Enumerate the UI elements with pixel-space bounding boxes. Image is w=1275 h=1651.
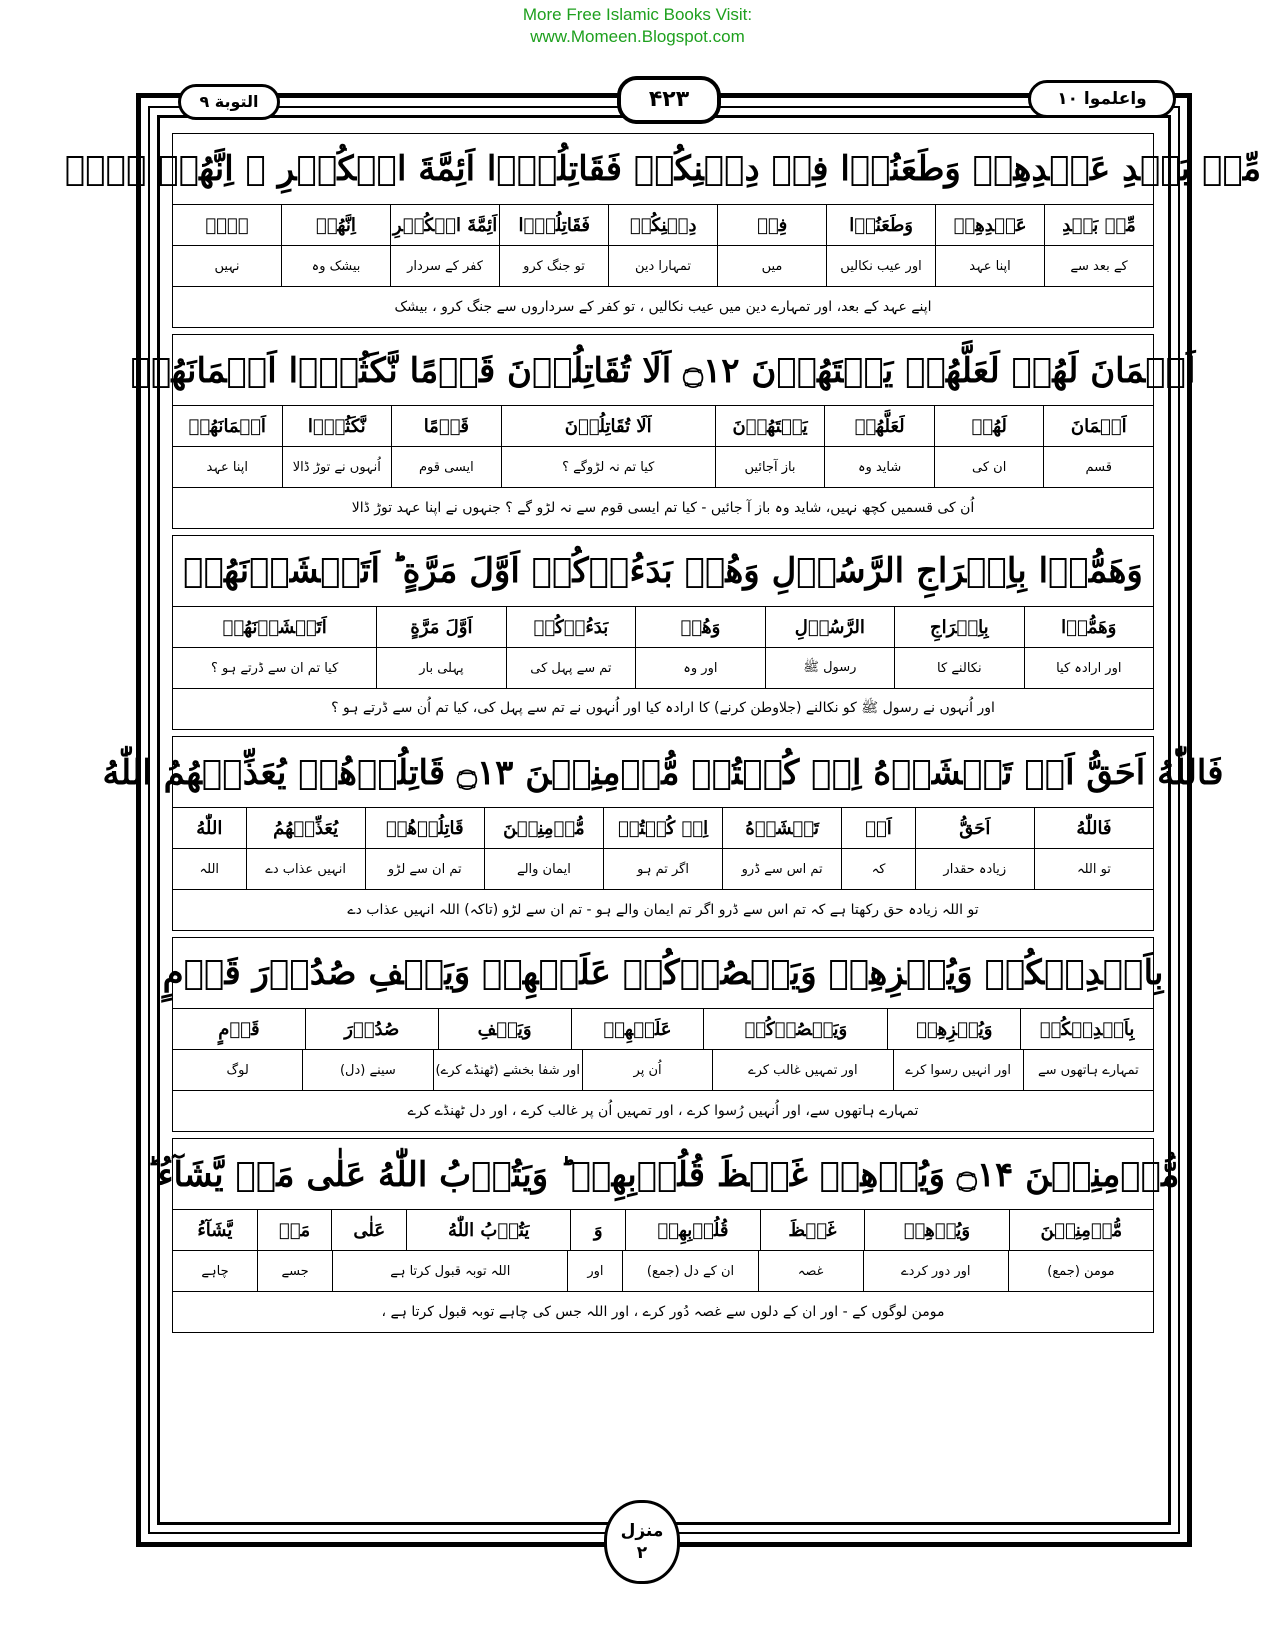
- word-cell: وَيُذۡهِبۡ: [864, 1210, 1008, 1250]
- meaning-cell: اور شفا بخشے (ٹھنڈے کرے): [433, 1050, 582, 1090]
- word-cell: وَهُمۡ: [635, 607, 764, 647]
- meaning-cell: قسم: [1043, 447, 1153, 487]
- meaning-cell: کفر کے سردار: [390, 246, 499, 286]
- word-cell: نَّكَثُوۡۤا: [282, 406, 392, 446]
- translation-line: اُن کی قسمیں کچھ نہیں، شاید وہ باز آ جائیں - کیا تم ایسی قوم سے نہ لڑو گے ؟ جنہوں نے اپنا عہد توڑ ڈالا: [351, 500, 975, 516]
- meaning-cell: نہیں: [214, 258, 240, 274]
- meaning-cell: تمہارے ہاتھوں سے: [1023, 1050, 1153, 1090]
- word-cell: وَيُخۡزِهِمۡ: [887, 1009, 1020, 1049]
- meaning-cell: کیا تم نہ لڑوگے ؟: [501, 447, 715, 487]
- word-row: [173, 808, 1153, 849]
- word-cell: اَئِمَّةَ الۡكُفۡرِ: [390, 205, 499, 245]
- meaning-cell: اور: [567, 1251, 622, 1291]
- meaning-cell: باز آجائیں: [715, 447, 825, 487]
- verse-block: [64, 133, 1262, 328]
- meaning-cell: پہلی بار: [376, 648, 505, 688]
- meaning-cell: اگر تم ہو: [603, 849, 722, 889]
- verse-block: [102, 736, 1224, 931]
- meaning-cell: سینے (دل): [302, 1050, 432, 1090]
- word-cell: اَتَخۡشَوۡنَهُمۡ: [222, 616, 327, 638]
- meaning-cell: شاید وہ: [824, 447, 934, 487]
- word-cell: لَعَلَّهُمۡ: [824, 406, 934, 446]
- word-cell: مَنۡ: [257, 1210, 332, 1250]
- word-cell: لَهُمۡ: [934, 406, 1044, 446]
- meaning-cell: میں: [717, 246, 826, 286]
- word-cell: اَلَا تُقَاتِلُوۡنَ: [501, 406, 715, 446]
- translation-line: تمہارے ہاتھوں سے، اور اُنہیں رُسوا کرے ، اور تمہیں اُن پر غالب کرے ، اور دل ٹھنڈے کرے: [407, 1103, 919, 1119]
- ayah-line: مُّؤۡمِنِيۡنَ ۝۱۴ وَيُذۡهِبۡ غَيۡظَ قُلُوۡبِهِمۡ ؕ وَيَتُوۡبُ اللّٰهُ عَلٰى مَنۡ يَّشَآءُ ؕ: [173, 1139, 1153, 1210]
- word-cell: عَلَيۡهِمۡ: [571, 1009, 704, 1049]
- ayah-line: وَهَمُّوۡا بِاِخۡرَاجِ الرَّسُوۡلِ وَهُمۡ بَدَءُوۡكُمۡ اَوَّلَ مَرَّةٍ ؕ اَتَخۡشَوۡنَهُمۡ: [173, 536, 1153, 607]
- meaning-cell: تمہارا دین: [608, 246, 717, 286]
- word-cell: فَقَاتِلُوۡۤا: [499, 205, 608, 245]
- para-tag: واعلموا ۱۰: [1028, 80, 1176, 118]
- meaning-cell: کہ: [841, 849, 914, 889]
- word-cell: لَاۤ: [205, 214, 249, 236]
- word-cell: دِيۡنِكُمۡ: [608, 205, 717, 245]
- word-cell: يَتُوۡبُ اللّٰهُ: [406, 1210, 570, 1250]
- verse-block: [162, 937, 1164, 1132]
- word-cell: اَوَّلَ مَرَّةٍ: [376, 607, 505, 647]
- word-row: [173, 205, 1153, 246]
- meaning-row: [173, 648, 1153, 689]
- word-cell: مُّؤۡمِنِيۡنَ: [1009, 1210, 1153, 1250]
- translation-line: تو اللہ زیادہ حق رکھتا ہے کہ تم اس سے ڈرو اگر تم ایمان والے ہو - تم ان سے لڑو (تاکہ) اللہ انہیں عذاب دے: [347, 902, 979, 918]
- word-cell: يَّشَآءُ: [197, 1219, 233, 1241]
- meaning-cell: تو جنگ کرو: [499, 246, 608, 286]
- meaning-cell: اور وہ: [635, 648, 764, 688]
- word-cell: اللّٰهُ: [196, 817, 223, 839]
- meaning-cell: تم اس سے ڈرو: [722, 849, 841, 889]
- word-cell: مُّؤۡمِنِيۡنَ: [484, 808, 603, 848]
- meaning-cell: کیا تم ان سے ڈرتے ہو ؟: [210, 660, 339, 676]
- word-cell: بِاَيۡدِيۡكُمۡ: [1020, 1009, 1153, 1049]
- word-cell: وَهَمُّوۡا: [1024, 607, 1153, 647]
- meaning-cell: تو اللہ: [1034, 849, 1153, 889]
- word-cell: صُدُوۡرَ: [305, 1009, 438, 1049]
- meaning-cell: اور عیب نکالیں: [826, 246, 935, 286]
- meaning-cell: رسول ﷺ: [765, 648, 894, 688]
- word-cell: تَخۡشَوۡهُ: [722, 808, 841, 848]
- word-cell: قُلُوۡبِهِمۡ: [625, 1210, 759, 1250]
- word-row: [173, 1009, 1153, 1050]
- meaning-cell: چاہے: [201, 1263, 229, 1279]
- word-cell: اِنَّهُمۡ: [281, 205, 390, 245]
- meaning-row: [173, 849, 1153, 890]
- meaning-cell: مومن (جمع): [1008, 1251, 1153, 1291]
- meaning-cell: اللہ توبہ قبول کرتا ہے: [332, 1251, 567, 1291]
- meaning-cell: بیشک وہ: [281, 246, 390, 286]
- meaning-cell: کے بعد سے: [1044, 246, 1153, 286]
- word-cell: عَهۡدِهِمۡ: [935, 205, 1044, 245]
- meaning-cell: ایسی قوم: [391, 447, 501, 487]
- word-cell: قَوۡمٍ: [218, 1018, 260, 1040]
- word-cell: وَيَشۡفِ: [438, 1009, 571, 1049]
- word-cell: فَاللّٰهُ: [1034, 808, 1153, 848]
- word-row: [173, 1210, 1153, 1251]
- verse-block: [130, 334, 1196, 529]
- ayah-line: اَيۡمَانَ لَهُمۡ لَعَلَّهُمۡ يَنۡتَهُوۡنَ ۝۱۲ اَلَا تُقَاتِلُوۡنَ قَوۡمًا نَّكَثُوۡۤا اَيۡمَانَهُمۡ: [173, 335, 1153, 406]
- word-row: [173, 607, 1153, 648]
- meaning-cell: جسے: [257, 1251, 332, 1291]
- watermark: [0, 4, 1275, 48]
- surah-tag: التوبة ۹: [178, 84, 280, 120]
- meaning-cell: ان کے دل (جمع): [622, 1251, 757, 1291]
- meaning-cell: ان کی: [934, 447, 1044, 487]
- meaning-row: [173, 1050, 1153, 1091]
- meaning-cell: اللہ: [199, 861, 220, 877]
- meaning-cell: اپنا عہد: [206, 459, 248, 475]
- verse-block: [172, 535, 1154, 730]
- watermark-line-1: More Free Islamic Books Visit:: [522, 5, 753, 24]
- manzil-label: منزل: [620, 1521, 664, 1541]
- ayah-line: فَاللّٰهُ اَحَقُّ اَنۡ تَخۡشَوۡهُ اِنۡ كُنۡتُمۡ مُّؤۡمِنِيۡنَ ۝۱۳ قَاتِلُوۡهُمۡ يُعَذِّبۡهُمُ اللّٰهُ: [173, 737, 1153, 808]
- ayah-line: مِّنۡ بَعۡدِ عَهۡدِهِمۡ وَطَعَنُوۡا فِىۡ دِيۡنِكُمۡ فَقَاتِلُوۡۤا اَئِمَّةَ الۡكُفۡرِ ۙ اِنَّهُمۡ لَاۤ: [173, 134, 1153, 205]
- word-cell: اَيۡمَانَ: [1043, 406, 1153, 446]
- watermark-link[interactable]: www.Momeen.Blogspot.com: [530, 27, 745, 46]
- page-content: [64, 133, 1262, 1516]
- ayah-line: بِاَيۡدِيۡكُمۡ وَيُخۡزِهِمۡ وَيَنۡصُرۡكُمۡ عَلَيۡهِمۡ وَيَشۡفِ صُدُوۡرَ قَوۡمٍ: [173, 938, 1153, 1009]
- word-cell: وَطَعَنُوۡا: [826, 205, 935, 245]
- translation-line: مومن لوگوں کے - اور ان کے دلوں سے غصہ دُور کرے ، اور اللہ جس کی چاہے توبہ قبول کرتا ہے ،: [381, 1304, 945, 1320]
- word-cell: اِنۡ كُنۡتُمۡ: [603, 808, 722, 848]
- word-cell: مِّنۡ بَعۡدِ: [1044, 205, 1153, 245]
- translation-line: اور اُنہوں نے رسول ﷺ کو نکالنے (جلاوطن کرنے) کا ارادہ کیا اور اُنہوں نے تم سے پہل کی، کیا تم اُن سے ڈرتے ہو ؟: [331, 700, 995, 716]
- word-cell: بِاِخۡرَاجِ: [894, 607, 1023, 647]
- meaning-cell: اور انہیں رسوا کرے: [893, 1050, 1023, 1090]
- meaning-cell: اور ارادہ کیا: [1024, 648, 1153, 688]
- meaning-cell: انہیں عذاب دے: [246, 849, 365, 889]
- manzil-number: ۲: [636, 1543, 648, 1563]
- meaning-row: [173, 1251, 1153, 1292]
- word-cell: فِىۡ: [717, 205, 826, 245]
- word-cell: بَدَءُوۡكُمۡ: [506, 607, 635, 647]
- word-cell: يَنۡتَهُوۡنَ: [715, 406, 825, 446]
- page-number: ۴۲۳: [617, 76, 721, 124]
- word-cell: وَ: [570, 1210, 625, 1250]
- meaning-row: [173, 246, 1153, 287]
- word-cell: يُعَذِّبۡهُمُ: [246, 808, 365, 848]
- meaning-cell: لوگ: [226, 1062, 249, 1078]
- verse-block: [146, 1138, 1180, 1333]
- word-cell: اَحَقُّ: [915, 808, 1034, 848]
- word-cell: عَلٰى: [331, 1210, 406, 1250]
- word-cell: غَيۡظَ: [760, 1210, 865, 1250]
- word-cell: اَيۡمَانَهُمۡ: [188, 415, 266, 437]
- meaning-cell: نکالنے کا: [894, 648, 1023, 688]
- meaning-cell: زیادہ حقدار: [915, 849, 1034, 889]
- meaning-row: [173, 447, 1153, 488]
- meaning-cell: اُن پر: [582, 1050, 712, 1090]
- word-cell: اَنۡ: [841, 808, 914, 848]
- meaning-cell: اور دور کردے: [863, 1251, 1008, 1291]
- meaning-cell: اپنا عہد: [935, 246, 1044, 286]
- translation-line: اپنے عہد کے بعد، اور تمہارے دین میں عیب نکالیں ، تو کفر کے سرداروں سے جنگ کرو ، بیشک: [394, 299, 932, 315]
- meaning-cell: اُنہوں نے توڑ ڈالا: [282, 447, 392, 487]
- meaning-cell: اور تمہیں غالب کرے: [712, 1050, 892, 1090]
- meaning-cell: غصہ: [758, 1251, 863, 1291]
- manzil-badge: [604, 1500, 680, 1584]
- word-cell: وَيَنۡصُرۡكُمۡ: [703, 1009, 887, 1049]
- meaning-cell: تم سے پہل کی: [506, 648, 635, 688]
- word-row: [173, 406, 1153, 447]
- word-cell: الرَّسُوۡلِ: [765, 607, 894, 647]
- word-cell: قَوۡمًا: [391, 406, 501, 446]
- word-cell: قَاتِلُوۡهُمۡ: [365, 808, 484, 848]
- meaning-cell: تم ان سے لڑو: [365, 849, 484, 889]
- meaning-cell: ایمان والے: [484, 849, 603, 889]
